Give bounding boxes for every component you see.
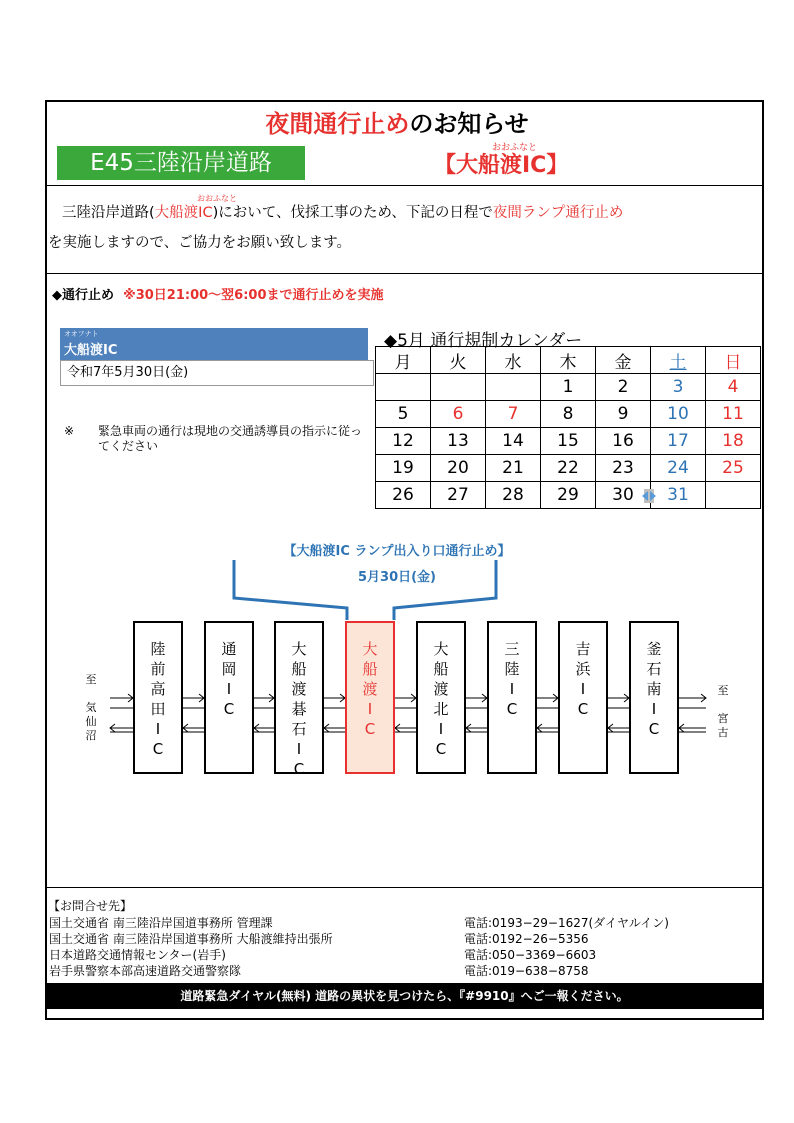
interchange-name bbox=[418, 639, 464, 759]
contact-tel: 電話:019−638−8758 bbox=[464, 964, 589, 978]
interchange-char: 前 bbox=[150, 660, 166, 678]
contact-org: 日本道路交通情報センター(岩手) bbox=[49, 948, 226, 962]
interchange-char: 大 bbox=[433, 640, 449, 658]
route-badge: E45三陸沿岸道路 bbox=[57, 146, 305, 180]
interchange-char: 田 bbox=[150, 700, 166, 718]
calendar-day: 7 bbox=[486, 401, 541, 428]
calendar-day: 25 bbox=[706, 455, 761, 482]
interchange-char: 浜 bbox=[575, 660, 591, 678]
calendar-day: 14 bbox=[486, 428, 541, 455]
interchange-char: I bbox=[226, 680, 232, 698]
interchange bbox=[487, 621, 537, 774]
interchange-char: 船 bbox=[362, 660, 378, 678]
dest-char: 古 bbox=[717, 726, 729, 739]
interchange bbox=[133, 621, 183, 774]
intro-part: )において、伐採工事のため、下記の日程で bbox=[212, 205, 493, 221]
calendar-header-sat-label: 土 bbox=[669, 352, 687, 373]
closure-detail: ※30日21:00〜翌6:00まで通行止めを実施 bbox=[123, 288, 384, 303]
interchange bbox=[416, 621, 466, 774]
dest-char: 至 bbox=[85, 673, 97, 686]
calendar-header: 水 bbox=[486, 347, 541, 374]
diagram-title: 【大船渡IC ランプ出入り口通行止め】 bbox=[283, 544, 511, 559]
interchange-name bbox=[631, 639, 677, 739]
calendar-day: 28 bbox=[486, 482, 541, 509]
calendar-day: 23 bbox=[596, 455, 651, 482]
calendar-day: 1 bbox=[541, 374, 596, 401]
interchange-name bbox=[206, 639, 252, 719]
interchange-char: C bbox=[577, 700, 589, 718]
calendar-day: 2 bbox=[596, 374, 651, 401]
title-black-part: のお知らせ bbox=[409, 110, 529, 138]
interchange-char: 高 bbox=[150, 680, 166, 698]
calendar-day: 6 bbox=[431, 401, 486, 428]
calendar-header: 金 bbox=[596, 347, 651, 374]
interchange-char: C bbox=[152, 740, 164, 758]
note-mark: ※ bbox=[64, 424, 75, 438]
dest-char: 至 bbox=[717, 684, 729, 697]
dest-char: 宮 bbox=[717, 712, 729, 725]
interchange-char: C bbox=[648, 720, 660, 738]
divider bbox=[45, 887, 764, 888]
interchange-name bbox=[135, 639, 181, 759]
calendar-day: 4 bbox=[706, 374, 761, 401]
interchange-char: 大 bbox=[362, 640, 378, 658]
interchange-char: C bbox=[223, 700, 235, 718]
emergency-dial-footer: 道路緊急ダイヤル(無料) 道路の異状を見つけたら、『#9910』へご一報ください。 bbox=[47, 983, 762, 1009]
calendar-day: 22 bbox=[541, 455, 596, 482]
closure-label: ◆通行止め bbox=[52, 288, 114, 303]
ic-box-ruby: オオフナト bbox=[64, 330, 99, 338]
calendar-header: 木 bbox=[541, 347, 596, 374]
ic-box-name: 大船渡IC bbox=[64, 343, 118, 358]
right-destination bbox=[716, 684, 730, 740]
interchange-char: I bbox=[155, 720, 161, 738]
interchange-char: 釜 bbox=[646, 640, 662, 658]
interchange-char: 大 bbox=[291, 640, 307, 658]
interchange-char: 渡 bbox=[433, 680, 449, 698]
contact-heading: 【お問合せ先】 bbox=[48, 899, 133, 913]
interchange-name bbox=[560, 639, 606, 719]
left-destination bbox=[84, 673, 98, 743]
interchange-char: I bbox=[580, 680, 586, 698]
interchange-char: 石 bbox=[646, 660, 662, 678]
calendar-day: 21 bbox=[486, 455, 541, 482]
intro-closure-highlight: 夜間ランプ通行止め bbox=[492, 205, 624, 221]
interchange-char: 三 bbox=[504, 640, 520, 658]
calendar-day: 10 bbox=[651, 401, 706, 428]
calendar-day: 5 bbox=[376, 401, 431, 428]
diagram-date: 5月30日(金) bbox=[357, 570, 437, 585]
interchange bbox=[274, 621, 324, 778]
intro-part: 三陸沿岸道路( bbox=[62, 205, 155, 221]
calendar-day: 9 bbox=[596, 401, 651, 428]
interchange-closed bbox=[345, 621, 395, 774]
calendar-day: 13 bbox=[431, 428, 486, 455]
dest-char: 沼 bbox=[85, 729, 97, 742]
calendar-day: 26 bbox=[376, 482, 431, 509]
calendar-day: 27 bbox=[431, 482, 486, 509]
calendar-day: 12 bbox=[376, 428, 431, 455]
calendar-header: 火 bbox=[431, 347, 486, 374]
title-red-part: 夜間通行止め bbox=[265, 110, 410, 138]
interchange-char: I bbox=[651, 700, 657, 718]
calendar-day: 24 bbox=[651, 455, 706, 482]
interchange-char: 岡 bbox=[221, 660, 237, 678]
dest-char: 仙 bbox=[85, 715, 97, 728]
note-text: 緊急車両の通行は現地の交通誘導員の指示に従ってください bbox=[98, 424, 363, 453]
interchange-name bbox=[276, 639, 322, 779]
interchange-char: I bbox=[438, 720, 444, 738]
calendar-day: 31 bbox=[651, 482, 706, 509]
ic-title: 【大船渡IC】 bbox=[434, 153, 569, 178]
interchange-char: 渡 bbox=[362, 680, 378, 698]
interchange-char: 船 bbox=[291, 660, 307, 678]
ic-box-date: 令和7年5月30日(金) bbox=[60, 360, 374, 386]
interchange-char: 陸 bbox=[150, 640, 166, 658]
calendar-day: 18 bbox=[706, 428, 761, 455]
contact-tel: 電話:050−3369−6603 bbox=[464, 948, 597, 962]
interchange-name bbox=[347, 639, 393, 739]
interchange-char: 北 bbox=[433, 700, 449, 718]
interchange-char: 通 bbox=[221, 640, 237, 658]
interchange-char: 南 bbox=[646, 680, 662, 698]
intro-ruby: おおふなと bbox=[197, 194, 237, 203]
interchange-char: 碁 bbox=[291, 700, 307, 718]
interchange-char: C bbox=[435, 740, 447, 758]
interchange-char: 吉 bbox=[575, 640, 591, 658]
calendar-day: 19 bbox=[376, 455, 431, 482]
interchange-char: C bbox=[293, 760, 305, 778]
interchange-char: C bbox=[506, 700, 518, 718]
calendar-day: 29 bbox=[541, 482, 596, 509]
interchange bbox=[204, 621, 254, 774]
calendar-day: 8 bbox=[541, 401, 596, 428]
interchange-char: 渡 bbox=[291, 680, 307, 698]
interchange-char: I bbox=[367, 700, 373, 718]
contact-org: 国土交通省 南三陸沿岸国道事務所 大船渡維持出張所 bbox=[49, 932, 333, 946]
interchange bbox=[629, 621, 679, 774]
contact-tel: 電話:0193−29−1627(ダイヤルイン) bbox=[464, 916, 669, 930]
intro-line2: を実施しますので、ご協力をお願い致します。 bbox=[48, 235, 352, 251]
calendar-day: 11 bbox=[706, 401, 761, 428]
contact-org: 国土交通省 南三陸沿岸国道事務所 管理課 bbox=[49, 916, 273, 930]
contact-org: 岩手県警察本部高速道路交通警察隊 bbox=[49, 964, 242, 978]
interchange-char: I bbox=[296, 740, 302, 758]
interchange-char: 石 bbox=[291, 720, 307, 738]
contact-tel: 電話:0192−26−5356 bbox=[464, 932, 589, 946]
interchange-char: 陸 bbox=[504, 660, 520, 678]
calendar-day: 20 bbox=[431, 455, 486, 482]
calendar-header-sun: 日 bbox=[706, 347, 761, 374]
calendar-header: 月 bbox=[376, 347, 431, 374]
calendar-day: 30 bbox=[596, 482, 651, 509]
interchange-name bbox=[489, 639, 535, 719]
calendar-day: 16 bbox=[596, 428, 651, 455]
ic-title-ruby: おおふなと bbox=[492, 143, 538, 153]
calendar-day: 3 bbox=[651, 374, 706, 401]
calendar-title: ◆5月 通行規制カレンダー bbox=[384, 331, 583, 351]
interchange bbox=[558, 621, 608, 774]
calendar-day: 17 bbox=[651, 428, 706, 455]
intro-ic-name: 大船渡IC bbox=[154, 205, 213, 221]
dest-char: 気 bbox=[85, 701, 97, 714]
interchange-char: C bbox=[364, 720, 376, 738]
interchange-char: 船 bbox=[433, 660, 449, 678]
calendar-day: 15 bbox=[541, 428, 596, 455]
interchange-char: I bbox=[509, 680, 515, 698]
